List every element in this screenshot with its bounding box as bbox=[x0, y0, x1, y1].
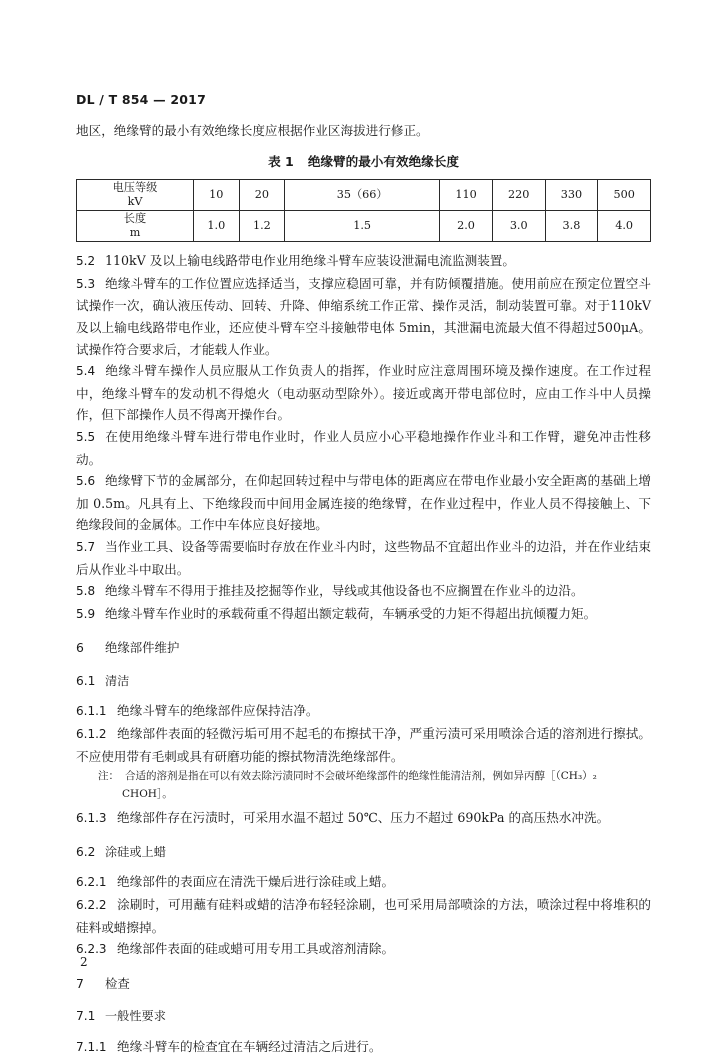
clause-paragraph: 5.8 绝缘斗臂车不得用于推挂及挖掘等作业，导线或其他设备也不应搁置在作业斗的边沿。 bbox=[76, 583, 584, 599]
clause-paragraph: 5.5 在使用绝缘斗臂车进行带电作业时，作业人员应小心平稳地操作作业斗和工作臂，避免冲击性移动。 bbox=[76, 428, 651, 467]
clause-paragraph: 7.1.1 绝缘斗臂车的检查宜在车辆经过清洁之后进行。 bbox=[76, 1039, 382, 1054]
table-caption bbox=[76, 151, 651, 173]
subsection-heading-6-2: 6.2 涂硅或上蜡 bbox=[76, 844, 166, 859]
note-block bbox=[76, 767, 651, 803]
insulation-length-table bbox=[76, 179, 651, 242]
standard-header: DL / T 854 — 2017 bbox=[76, 92, 206, 107]
table-cell: 1.2 bbox=[239, 211, 285, 242]
table-cell: 2.0 bbox=[440, 211, 493, 242]
table-cell: 20 bbox=[239, 180, 285, 211]
clause-paragraph: 6.1.1 绝缘斗臂车的绝缘部件应保持洁净。 bbox=[76, 703, 319, 719]
table-title: 绝缘臂的最小有效绝缘长度 bbox=[307, 153, 459, 169]
clause-paragraph: 6.1.2 绝缘部件表面的轻微污垢可用不起毛的布擦拭干净，严重污渍可采用喷涂合适的溶剂进行擦拭。不应使用带有毛刺或具有研磨功能的擦拭物清洗绝缘部件。 bbox=[76, 726, 651, 764]
table-cell: 3.0 bbox=[492, 211, 545, 242]
row-header-voltage: 电压等级 kV bbox=[77, 180, 194, 211]
page-number: 2 bbox=[80, 955, 88, 969]
table-cell: 220 bbox=[492, 180, 545, 211]
page-content bbox=[76, 120, 651, 1059]
clause-paragraph: 5.4 绝缘斗臂车操作人员应服从工作负责人的指挥，作业时应注意周围环境及操作速度。在工作过程中，绝缘斗臂车的发动机不得熄火（电动驱动型除外）。接近或离开带电部位时，应由工作斗中人员操作，但下部操作人员不得离开操作台。 bbox=[76, 363, 651, 423]
table-cell: 10 bbox=[194, 180, 240, 211]
table-cell: 1.5 bbox=[285, 211, 440, 242]
table-cell: 4.0 bbox=[598, 211, 651, 242]
clause-paragraph: 6.2.1 绝缘部件的表面应在清洗干燥后进行涂硅或上蜡。 bbox=[76, 874, 395, 890]
table-cell: 330 bbox=[545, 180, 598, 211]
table-number: 表 1 bbox=[268, 153, 294, 169]
note-label: 注： bbox=[98, 770, 119, 783]
subsection-heading-6-1: 6.1 清洁 bbox=[76, 673, 130, 688]
table-cell: 110 bbox=[440, 180, 493, 211]
note-line-2: CHOH］。 bbox=[122, 788, 173, 801]
table-cell: 35（66） bbox=[285, 180, 440, 211]
clause-paragraph: 5.7 当作业工具、设备等需要临时存放在作业斗内时，这些物品不宜超出作业斗的边沿，并在作业结束后从作业斗中取出。 bbox=[76, 538, 651, 577]
subsection-heading-7-1: 7.1 一般性要求 bbox=[76, 1009, 166, 1024]
clause-paragraph: 6.2.2 涂刷时，可用蘸有硅料或蜡的洁净布轻轻涂刷，也可采用局部喷涂的方法，喷涂过程中将堆积的硅料或蜡擦掉。 bbox=[76, 897, 651, 935]
clause-paragraph: 5.3 绝缘斗臂车的工作位置应选择适当，支撑应稳固可靠，并有防倾覆措施。使用前应在预定位置空斗试操作一次，确认液压传动、回转、升降、伸缩系统工作正常、操作灵活，制动装置可靠。对于110kV 及以上输电线路带电作业，还应使斗臂车空斗接触带电体 5min，其泄漏电流最大值不得超过500μA。试操作符合要求后，才能载人作业。 bbox=[76, 275, 651, 357]
clause-paragraph: 6.2.3 绝缘部件表面的硅或蜡可用专用工具或溶剂清除。 bbox=[76, 941, 395, 957]
clauses-5 bbox=[76, 250, 651, 625]
clause-paragraph: 5.9 绝缘斗臂车作业时的承载荷重不得超出额定载荷，车辆承受的力矩不得超出抗倾覆力矩。 bbox=[76, 605, 597, 621]
table-cell: 3.8 bbox=[545, 211, 598, 242]
intro-paragraph: 地区，绝缘臂的最小有效绝缘长度应根据作业区海拔进行修正。 bbox=[76, 123, 429, 138]
note-line-1: 合适的溶剂是指在可以有效去除污渍同时不会破坏绝缘部件的绝缘性能清洁剂，例如异丙醇［（CH₃）₂ bbox=[125, 770, 597, 783]
table-cell: 500 bbox=[598, 180, 651, 211]
table-cell: 1.0 bbox=[194, 211, 240, 242]
clause-paragraph: 5.2 110kV 及以上输电线路带电作业用绝缘斗臂车应装设泄漏电流监测装置。 bbox=[76, 253, 515, 269]
section-heading-6: 6 绝缘部件维护 bbox=[76, 640, 180, 656]
table-row-length bbox=[77, 211, 651, 242]
section-heading-7: 7 检查 bbox=[76, 975, 130, 991]
clause-paragraph: 5.6 绝缘臂下节的金属部分，在仰起回转过程中与带电体的距离应在带电作业最小安全距离的基础上增加 0.5m。凡具有上、下绝缘段而中间用金属连接的绝缘臂，在作业过程中，作业人员不得接触上、下绝缘段间的金属体。工作中车体应良好接地。 bbox=[76, 473, 651, 533]
table-row-voltage bbox=[77, 180, 651, 211]
clause-paragraph: 6.1.3 绝缘部件存在污渍时，可采用水温不超过 50℃、压力不超过 690kPa 的高压热水冲洗。 bbox=[76, 810, 610, 826]
row-header-length: 长度 m bbox=[77, 211, 194, 242]
